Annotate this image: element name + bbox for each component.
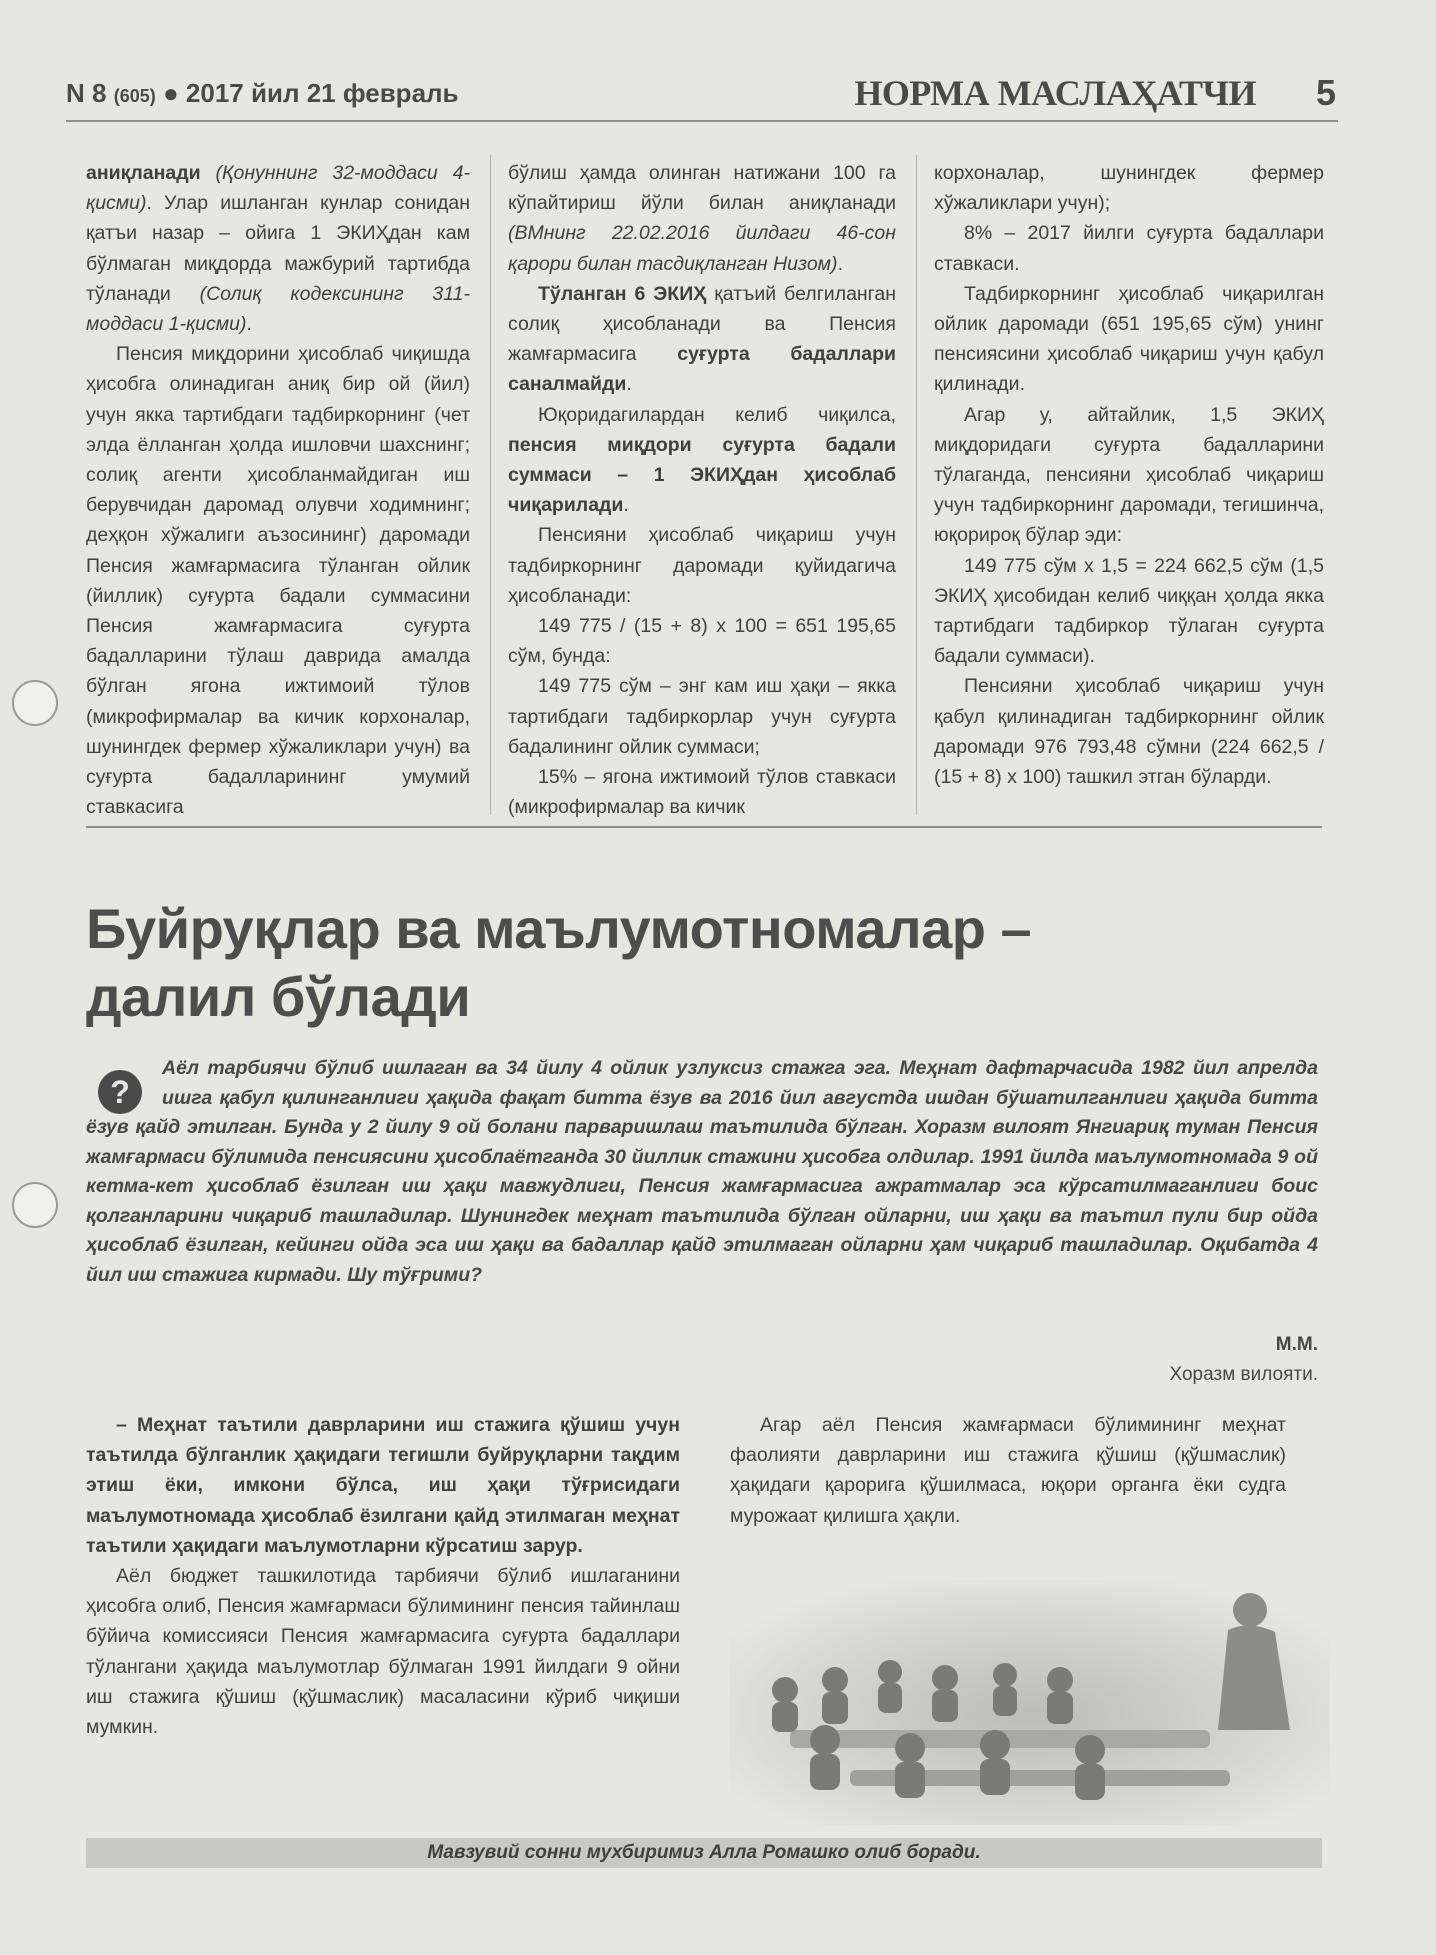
paragraph: корхоналар, шунингдек фермер хўжаликлари учун);	[934, 162, 1324, 215]
paragraph: Пенсияни ҳисоблаб чиқариш учун тадбиркорнинг даромади қуйидагича ҳисобланади:	[508, 524, 896, 607]
header-rule	[66, 120, 1338, 122]
kindergarten-photo	[730, 1580, 1330, 1825]
publication-title: НОРМА МАСЛАҲАТЧИ	[854, 73, 1256, 113]
column-2	[508, 158, 896, 822]
issue-date: 2017 йил 21 февраль	[185, 78, 459, 108]
paragraph: Пенсия миқдорини ҳисоблаб чиқишда ҳисобга олинадиган аниқ бир ой (йил) учун якка тартибдаги тадбиркорнинг (чет элда ёлланган ҳолда ишловчи шахснинг; солиқ агенти ҳисобланмайдиган иш берувчидан даромад олувчи ходимнинг; деҳқон хўжалиги аъзосининг) даромади Пенсия жамғармасига тўланган ойлик (йиллик) суғурта бадали суммасини Пенсия жамғармасига суғурта бадалларини тўлаш даврида амалда бўлган ягона ижтимоий тўлов (микрофирмалар ва кичик корхоналар, шунингдек фермер хўжаликлари учун) ва суғурта бадалларининг умумий ставкасига	[86, 343, 470, 819]
issue-total: (605)	[113, 86, 156, 106]
paragraph: 149 775 сўм х 1,5 = 224 662,5 сўм (1,5 ЭКИҲ ҳисобидан келиб чиққан ҳолда якка тартибдаги тадбиркор тўлаган суғурта бадали суммаси).	[934, 554, 1324, 668]
paragraph: 149 775 / (15 + 8) х 100 = 651 195,65 сўм, бунда:	[508, 615, 896, 668]
article-title	[86, 895, 1031, 1031]
paragraph: бўлиш ҳамда олинган натижани 100 га кўпайтириш йўли билан аниқланади (ВМнинг 22.02.2016 йилдаги 46-сон қарори билан тасдиқланган Низом).	[508, 162, 896, 275]
paragraph: Пенсияни ҳисоблаб чиқариш учун қабул қилинадиган тадбиркорнинг ойлик даромади 976 793,48 сўмни (224 662,5 / (15 + 8) х 100) ташкил этган бўларди.	[934, 675, 1324, 789]
paragraph: Агар аёл Пенсия жамғармаси бўлимининг меҳнат фаолияти даврларини иш стажига қўшиш (қўшмаслик) ҳақидаги қарорига қўшилмаса, юқори органга ёки судга мурожаат қилишга ҳақли.	[730, 1414, 1286, 1527]
binder-hole-top	[12, 680, 58, 726]
answer-left-column	[86, 1410, 680, 1742]
question-region: Хоразм вилояти.	[1169, 1364, 1318, 1385]
paragraph: Тадбиркорнинг ҳисоблаб чиқарилган ойлик даромади (651 195,65 сўм) унинг пенсиясини ҳисоблаб чиқариш учун қабул қилинади.	[934, 282, 1324, 396]
paragraph: Аёл бюджет ташкилотида тарбиячи бўлиб ишлаганини ҳисобга олиб, Пенсия жамғармаси бўлимининг пенсия тайинлаш бўйича комиссияси Пенсия жамғармасига суғурта бадаллари тўлангани ҳақида маълумотлар бўлмаган 1991 йилдаги 9 ойни иш стажига қўшиш (қўшмаслик) масаласини кўриб чиқиши мумкин.	[86, 1565, 680, 1739]
issue-info	[66, 78, 459, 109]
question-signature: М.М.	[1275, 1334, 1318, 1355]
paragraph: аниқланади (Қонуннинг 32-моддаси 4-қисми). Улар ишланган кунлар сонидан қатъи назар – ойига 1 ЭКИҲдан кам бўлмаган миқдорда мажбурий тартибда тўланади (Солиқ кодексининг 311-моддаси 1-қисми).	[86, 162, 470, 336]
page-number: 5	[1315, 72, 1336, 113]
column-divider-2	[916, 155, 917, 815]
reader-question: Аёл тарбиячи бўлиб ишлаган ва 34 йилу 4 ойлик узлуксиз стажга эга. Меҳнат дафтарчасида 1982 йил апрелда ишга қабул қилинганлиги ҳақида фақат битта ёзув ва 2016 йил августда ишдан бўшатилганлиги ҳақида битта ёзув қайд этилган. Бунда у 2 йилу 9 ой болани парваришлаш таътилида бўлган. Хоразм вилоят Янгиариқ туман Пенсия жамғармаси бўлимида пенсиясини ҳисоблаётганда 30 йиллик стажини ҳисобга олдилар. 1991 йилда маълумотномада 9 ой кетма-кет ҳисоблаб ёзилган иш ҳақи мавжудлиги, Пенсия жамғармасига ажратмалар эса кўрсатилмаганлиги боис қолганларини чиқариб ташладилар. Шунингдек меҳнат таътилида бўлган ойларни, иш ҳақи ва таътил пули бир ойда ҳисоблаб ёзилган, кейинги ойда эса иш ҳақи ва бадаллар қайд этилмаган ойларни ҳам чиқариб ташладилар. Оқибатда 4 йил иш стажига кирмади. Шу тўғрими?	[86, 1057, 1318, 1286]
paragraph: Тўланган 6 ЭКИҲ қатъий белгиланган солиқ ҳисобланади ва Пенсия жамғармасига суғурта бадаллари саналмайди.	[508, 282, 896, 396]
bullet-icon: ●	[162, 78, 179, 108]
paragraph: 149 775 сўм – энг кам иш ҳақи – якка тартибдаги тадбиркорлар учун суғурта бадалининг ойлик суммаси;	[508, 675, 896, 758]
paragraph: 8% – 2017 йилги суғурта бадаллари ставкаси.	[934, 222, 1324, 275]
column-1	[86, 158, 470, 822]
column-3	[934, 158, 1324, 792]
binder-hole-bottom	[12, 1182, 58, 1228]
paragraph: – Меҳнат таътили даврларини иш стажига қўшиш учун таътилда бўлганлик ҳақидаги тегишли буйруқларни тақдим этиш ёки, имкони бўлса, иш ҳақи тўғрисидаги маълумотномада ҳисоблаб ёзилгани қайд этилмаган меҳнат таътили ҳақидаги маълумотларни кўрсатиш зарур.	[86, 1414, 680, 1557]
column-divider-1	[490, 155, 491, 815]
question-icon: ?	[98, 1070, 142, 1114]
answer-right-column	[730, 1410, 1286, 1531]
paragraph: Агар у, айтайлик, 1,5 ЭКИҲ миқдоридаги суғурта бадалларини тўлаганда, пенсияни ҳисоблаб чиқариш учун тадбиркорнинг даромади, тегишинча, юқорироқ бўлар эди:	[934, 403, 1324, 547]
paragraph: Юқоридагилардан келиб чиқилса, пенсия миқдори суғурта бадали суммаси – 1 ЭКИҲдан ҳисоблаб чиқарилади.	[508, 403, 896, 517]
issue-number: N 8	[66, 78, 107, 108]
section-rule	[86, 826, 1322, 828]
article-title-line-2: далил бўлади	[86, 965, 471, 1028]
paragraph: 15% – ягона ижтимоий тўлов ставкаси (микрофирмалар ва кичик	[508, 766, 896, 819]
footer-credit: Мавзувий сонни мухбиримиз Алла Ромашко олиб боради.	[86, 1838, 1322, 1868]
page-header	[66, 72, 1336, 122]
article-title-line-1: Буйруқлар ва маълумотномалар –	[86, 897, 1032, 960]
